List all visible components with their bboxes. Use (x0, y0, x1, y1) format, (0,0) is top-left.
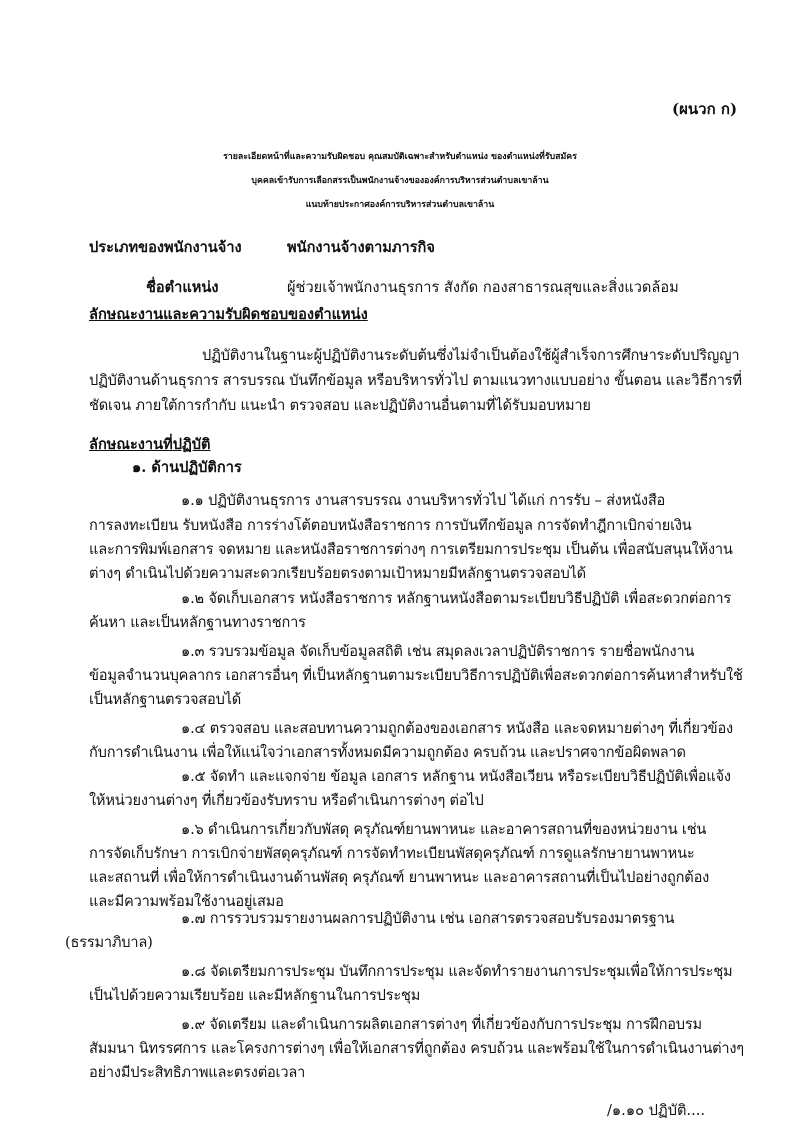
item-1-4-line-1: ๑.๔ ตรวจสอบ และสอบทานความถูกต้องของเอกสาร หนังสือ และจดหมายต่างๆ ที่เกี่ยวข้อง (181, 720, 733, 737)
item-1-2-line-2: ค้นหา และเป็นหลักฐานทางราชการ (89, 614, 306, 631)
item-1-5-line-2: ให้หน่วยงานต่างๆ ที่เกี่ยวข้องรับทราบ หรือดำเนินการต่างๆ ต่อไป (89, 792, 484, 809)
item-1-3-line-3: เป็นหลักฐานตรวจสอบได้ (89, 691, 242, 708)
item-1-8-line-1: ๑.๘ จัดเตรียมการประชุม บันทึกการประชุม และจัดทำรายงานการประชุมเพื่อให้การประชุม (181, 963, 733, 980)
item-1-1-line-3: และการพิมพ์เอกสาร จดหมาย และหนังสือราชการต่างๆ การเตรียมการประชุม เป็นต้น เพื่อสนับสนุนให้งาน (89, 541, 733, 558)
item-1-5-line-1: ๑.๕ จัดทำ และแจกจ่าย ข้อมูล เอกสาร หลักฐาน หนังสือเวียน หรือระเบียบวิธีปฏิบัติเพื่อแจ้ง (181, 768, 731, 785)
item-1-6-line-4: และมีความพร้อมใช้งานอยู่เสมอ (89, 893, 284, 910)
annex-label: (ผนวก ก) (672, 100, 738, 118)
item-1-7-line-1: ๑.๗ การรวบรวมรายงานผลการปฏิบัติงาน เช่น เอกสารตรวจสอบรับรองมาตรฐาน (181, 910, 675, 927)
duties-line-1: ปฏิบัติงานในฐานะผู้ปฏิบัติงานระดับต้นซึ่งไม่จำเป็นต้องใช้ผู้สำเร็จการศึกษาระดับปริญญา (202, 347, 740, 364)
continuation-note: /๑.๑๐ ปฏิบัติ.... (607, 1102, 705, 1119)
work-heading: ลักษณะงานที่ปฏิบัติ (89, 436, 211, 453)
item-1-4-line-2: กับการดำเนินงาน เพื่อให้แน่ใจว่าเอกสารทั้งหมดมีความถูกต้อง ครบถ้วน และปราศจากข้อผิดพลาด (89, 744, 686, 761)
title-line-3: แนบท้ายประกาศองค์การบริหารส่วนตำบลเขาล้าน (305, 200, 495, 210)
item-1-1-line-2: การลงทะเบียน รับหนังสือ การร่างโต้ตอบหนังสือราชการ การบันทึกข้อมูล การจัดทำฎีกาเบิกจ่ายเงิน (89, 517, 692, 534)
item-1-6-line-3: และสถานที่ เพื่อให้การดำเนินงานด้านพัสดุ ครุภัณฑ์ ยานพาหนะ และอาคารสถานที่เป็นไปอย่างถูกต้อง (89, 869, 710, 886)
item-1-9-line-2: สัมมนา นิทรรศการ และโครงการต่างๆ เพื่อให้เอกสารที่ถูกต้อง ครบถ้วน และพร้อมใช้ในการดำเนินงานต่างๆ (89, 1040, 744, 1057)
item-1-9-line-1: ๑.๙ จัดเตรียม และดำเนินการผลิตเอกสารต่างๆ ที่เกี่ยวข้องกับการประชุม การฝึกอบรม (181, 1016, 702, 1033)
item-1-2-line-1: ๑.๒ จัดเก็บเอกสาร หนังสือราชการ หลักฐานหนังสือตามระเบียบวิธีปฏิบัติ เพื่อสะดวกต่อการ (181, 590, 732, 607)
duties-line-3: ชัดเจน ภายใต้การกำกับ แนะนำ ตรวจสอบ และปฏิบัติงานอื่นตามที่ได้รับมอบหมาย (89, 397, 591, 414)
title-line-2: บุคคลเข้ารับการเลือกสรรเป็นพนักงานจ้างขององค์การบริหารส่วนตำบลเขาล้าน (251, 176, 549, 186)
item-1-3-line-2: ข้อมูลจำนวนบุคลากร เอกสารอื่นๆ ที่เป็นหลักฐานตามระเบียบวิธีการปฏิบัติเพื่อสะดวกต่อการค้นหาสำหรับใช้ (89, 667, 743, 684)
position-label: ชื่อตำแหน่ง (146, 279, 219, 296)
work-subheading: ๑. ด้านปฏิบัติการ (132, 459, 242, 476)
title-line-1: รายละเอียดหน้าที่และความรับผิดชอบ คุณสมบัติเฉพาะสำหรับตำแหน่ง ของตำแหน่งที่รับสมัคร (223, 152, 577, 162)
employee-type-label: ประเภทของพนักงานจ้าง (89, 239, 242, 256)
item-1-3-line-1: ๑.๓ รวบรวมข้อมูล จัดเก็บข้อมูลสถิติ เช่น สมุดลงเวลาปฏิบัติราชการ รายชื่อพนักงาน (181, 643, 695, 660)
item-1-6-line-1: ๑.๖ ดำเนินการเกี่ยวกับพัสดุ ครุภัณฑ์ยานพาหนะ และอาคารสถานที่ของหน่วยงาน เช่น (181, 821, 707, 838)
duties-line-2: ปฏิบัติงานด้านธุรการ สารบรรณ บันทึกข้อมูล หรือบริหารทั่วไป ตามแนวทางแบบอย่าง ขั้นตอน และวิธีการที่ (89, 372, 742, 389)
duties-heading: ลักษณะงานและความรับผิดชอบของตำแหน่ง (89, 306, 368, 323)
employee-type-value: พนักงานจ้างตามภารกิจ (287, 239, 435, 256)
item-1-8-line-2: เป็นไปด้วยความเรียบร้อย และมีหลักฐานในการประชุม (89, 987, 421, 1004)
item-1-7-line-2: (ธรรมาภิบาล) (65, 934, 153, 951)
position-value: ผู้ช่วยเจ้าพนักงานธุรการ สังกัด กองสาธารณสุขและสิ่งแวดล้อม (287, 279, 679, 296)
item-1-9-line-3: อย่างมีประสิทธิภาพและตรงต่อเวลา (89, 1064, 306, 1081)
item-1-6-line-2: การจัดเก็บรักษา การเบิกจ่ายพัสดุครุภัณฑ์ การจัดทำทะเบียนพัสดุครุภัณฑ์ การดูแลรักษายานพาหนะ (89, 845, 695, 862)
item-1-1-line-1: ๑.๑ ปฏิบัติงานธุรการ งานสารบรรณ งานบริหารทั่วไป ได้แก่ การรับ – ส่งหนังสือ (181, 492, 666, 509)
item-1-1-line-4: ต่างๆ ดำเนินไปด้วยความสะดวกเรียบร้อยตรงตามเป้าหมายมีหลักฐานตรวจสอบได้ (89, 565, 586, 582)
